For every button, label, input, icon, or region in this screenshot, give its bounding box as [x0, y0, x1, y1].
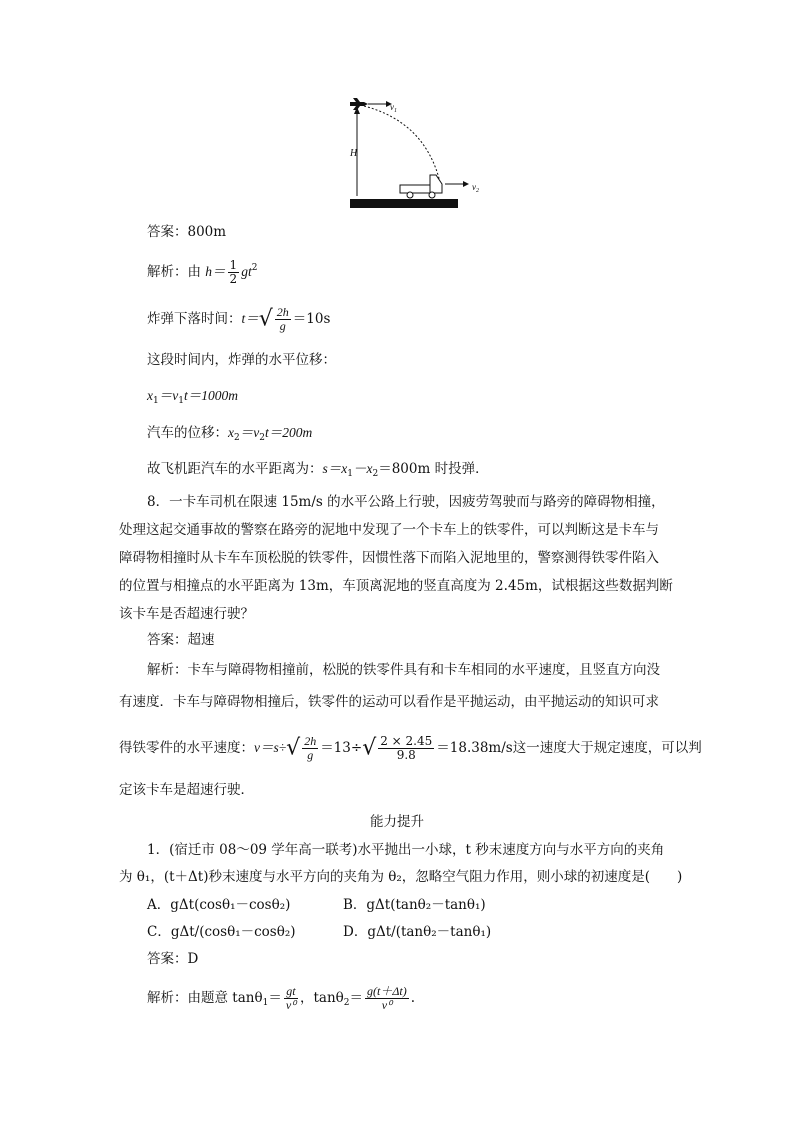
airplane-icon: [350, 98, 368, 110]
x2-line: 汽车的位移：$x_2=v_2t=200m$: [147, 425, 313, 443]
q8-jiexi-4: 定该卡车是超速行驶．: [119, 782, 254, 798]
fall-time-line: 炸弹下落时间：t＝√ $\frac{2h}{g}$ ＝10s: [147, 305, 331, 333]
p1-line-2: 为 θ₁，(t＋Δt)秒末速度与水平方向的夹角为 θ₂，忽略空气阻力作用，则小球的初速度是( ): [119, 869, 683, 885]
q8-line-3: 障碍物相撞时从卡车车顶松脱的铁零件，因惯性落下而陷入泥地里的，警察测得铁零件陷入: [119, 550, 659, 566]
q8-jiexi-3: 得铁零件的水平速度：v＝s÷√ $\frac{2h}{g}$ ＝13÷√ $\frac{2 \times 2.45}{9.8}$ ＝18.38m/s这一速度大于规定速度，可以判: [119, 734, 702, 762]
sqrt-2h-g-2: $\frac{2h}{g}$: [304, 734, 317, 762]
sqrt-2x245-98: $\frac{2 \times 2.45}{9.8}$: [380, 734, 433, 762]
projectile-figure: [330, 92, 500, 217]
frac-gt-v0: $\frac{gt}{\text{v⁰}}$: [285, 984, 296, 1012]
half-fraction: $\frac{1}{2}$: [229, 258, 238, 286]
horizontal-disp-line: 这段时间内，炸弹的水平位移：: [147, 352, 336, 368]
p1-option-d: D．gΔt/(tanθ₂－tanθ₁): [343, 924, 492, 940]
p1-answer: 答案：D: [147, 951, 199, 967]
q8-line-2: 处理这起交通事故的警察在路旁的泥地中发现了一个卡车上的铁零件，可以判断这是卡车与: [119, 522, 659, 538]
truck-icon: [400, 175, 442, 198]
q8-jiexi-2: 有速度．卡车与障碍物相撞后，铁零件的运动可以看作是平抛运动，由平抛运动的知识可求: [119, 694, 659, 710]
final-distance-line: 故飞机距汽车的水平距离为：$s=x_1-x_2=800m$ 时投弹．: [147, 461, 489, 479]
x1-line: $x_1=v_1t=1000m$: [147, 388, 238, 406]
trajectory-curve: [364, 106, 440, 182]
p1-line-1: 1．(宿迁市 08～09 学年高一联考)水平抛出一小球，t 秒末速度方向与水平方向的夹角: [147, 842, 665, 858]
p1-option-a: A．gΔt(cosθ₁－cosθ₂): [147, 897, 291, 913]
section-title: 能力提升: [370, 814, 424, 830]
prev-jiexi-line: 解析：由 h＝ $\frac{1}{2}$ $gt^2$: [147, 258, 258, 286]
v2-label: $v_2$: [472, 182, 479, 194]
q8-answer: 答案：超速: [147, 632, 215, 648]
h-label: H: [350, 148, 358, 159]
p1-option-b: B．gΔt(tanθ₂－tanθ₁): [343, 897, 486, 913]
q8-line-5: 该卡车是否超速行驶？: [119, 606, 254, 622]
sqrt-2h-g: $\frac{2h}{g}$: [276, 305, 289, 333]
ground: [350, 199, 458, 208]
q8-line-4: 的位置与相撞点的水平距离为 13m，车顶离泥地的竖直高度为 2.45m，试根据这些数据判断: [119, 578, 673, 594]
p1-jiexi: 解析：由题意 tanθ$_1$＝ $\frac{gt}{\text{v⁰}}$ ，tanθ$_2$＝ $\frac{g(t+\Delta t)}{\text{v⁰}}$ .: [147, 984, 416, 1012]
q8-line-1: 8．一卡车司机在限速 15m/s 的水平公路上行驶，因疲劳驾驶而与路旁的障碍物相撞，: [147, 494, 665, 510]
v1-label: $v_1$: [390, 102, 397, 114]
frac-gtdt-v0: $\frac{g(t+\Delta t)}{\text{v⁰}}$: [367, 984, 407, 1012]
prev-answer: 答案：800m: [147, 224, 227, 240]
p1-option-c: C．gΔt/(cosθ₁－cosθ₂): [147, 924, 296, 940]
q8-jiexi-1: 解析：卡车与障碍物相撞前，松脱的铁零件具有和卡车相同的水平速度，且竖直方向没: [147, 662, 660, 678]
